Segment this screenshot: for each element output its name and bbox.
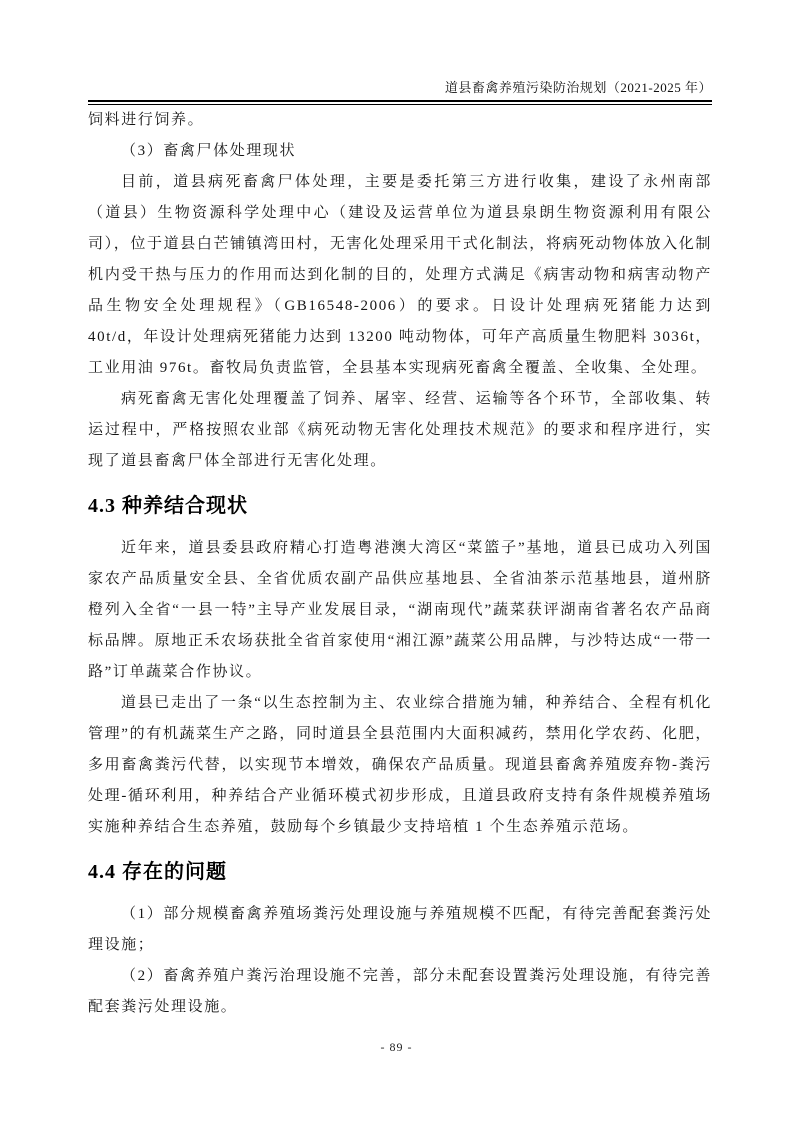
page-content [88,80,712,1023]
paragraph-harmless-treatment-coverage: 病死畜禽无害化处理覆盖了饲养、屠宰、经营、运输等各个环节，全部收集、转运过程中，严格按照农业部《病死动物无害化处理技术规范》的要求和程序进行，实现了道县畜禽尸体全部进行无害化处理。 [88,391,712,469]
paragraph-problem-2: （2）畜禽养殖户粪污治理设施不完善，部分未配套设置粪污处理设施，有待完善配套粪污处理设施。 [88,968,712,1015]
paragraph-problem-1: （1）部分规模畜禽养殖场粪污处理设施与养殖规模不匹配，有待完善配套粪污处理设施； [88,906,712,953]
paragraph-feed-continuation: 饲料进行饲养。 [88,112,205,128]
section-heading-4-4: 4.4 存在的问题 [88,861,227,883]
page-header-title: 道县畜禽养殖污染防治规划（2021-2025 年） [444,80,712,95]
paragraph-recent-years-achievements: 近年来，道县委县政府精心打造粤港澳大湾区“菜篮子”基地，道县已成功入列国家农产品质量安全县、全省优质农副产品供应基地县、全省油茶示范基地县，道州脐橙列入全省“一县一特”主导产业发展目录，“湖南现代”蔬菜获评湖南省著名农产品商标品牌。原地正禾农场获批全省首家使用“湘江源”蔬菜公用品牌，与沙特达成“一带一路”订单蔬菜合作协议。 [88,540,712,680]
section-heading-4-3: 4.3 种养结合现状 [88,495,248,517]
paragraph-carcass-treatment-detail: 目前，道县病死畜禽尸体处理，主要是委托第三方进行收集，建设了永州南部（道县）生物资源科学处理中心（建设及运营单位为道县泉朗生物资源利用有限公司），位于道县白芒铺镇湾田村，无害化处理采用干式化制法，将病死动物体放入化制机内受干热与压力的作用而达到化制的目的，处理方式满足《病害动物和病害动物产品生物安全处理规程》（GB16548-2006）的要求。日设计处理病死猪能力达到 40t/d，年设计处理病死猪能力达到 13200 吨动物体，可年产高质量生物肥料 3036t，工业用油 976t。畜牧局负责监管，全县基本实现病死畜禽全覆盖、全收集、全处理。 [88,174,712,376]
paragraph-item3-carcass-status: （3）畜禽尸体处理现状 [121,143,297,159]
paragraph-organic-vegetable-path: 道县已走出了一条“以生态控制为主、农业综合措施为辅，种养结合、全程有机化管理”的有机蔬菜生产之路，同时道县全县范围内大面积减药，禁用化学农药、化肥，多用畜禽粪污代替，以实现节本增效，确保农产品质量。现道县畜禽养殖废弃物-粪污处理-循环利用，种养结合产业循环模式初步形成，且道县政府支持有条件规模养殖场实施种养结合生态养殖，鼓励每个乡镇最少支持培植 1 个生态养殖示范场。 [88,695,712,835]
body-text [88,105,712,1023]
page-number: - 89 - [380,1040,413,1054]
